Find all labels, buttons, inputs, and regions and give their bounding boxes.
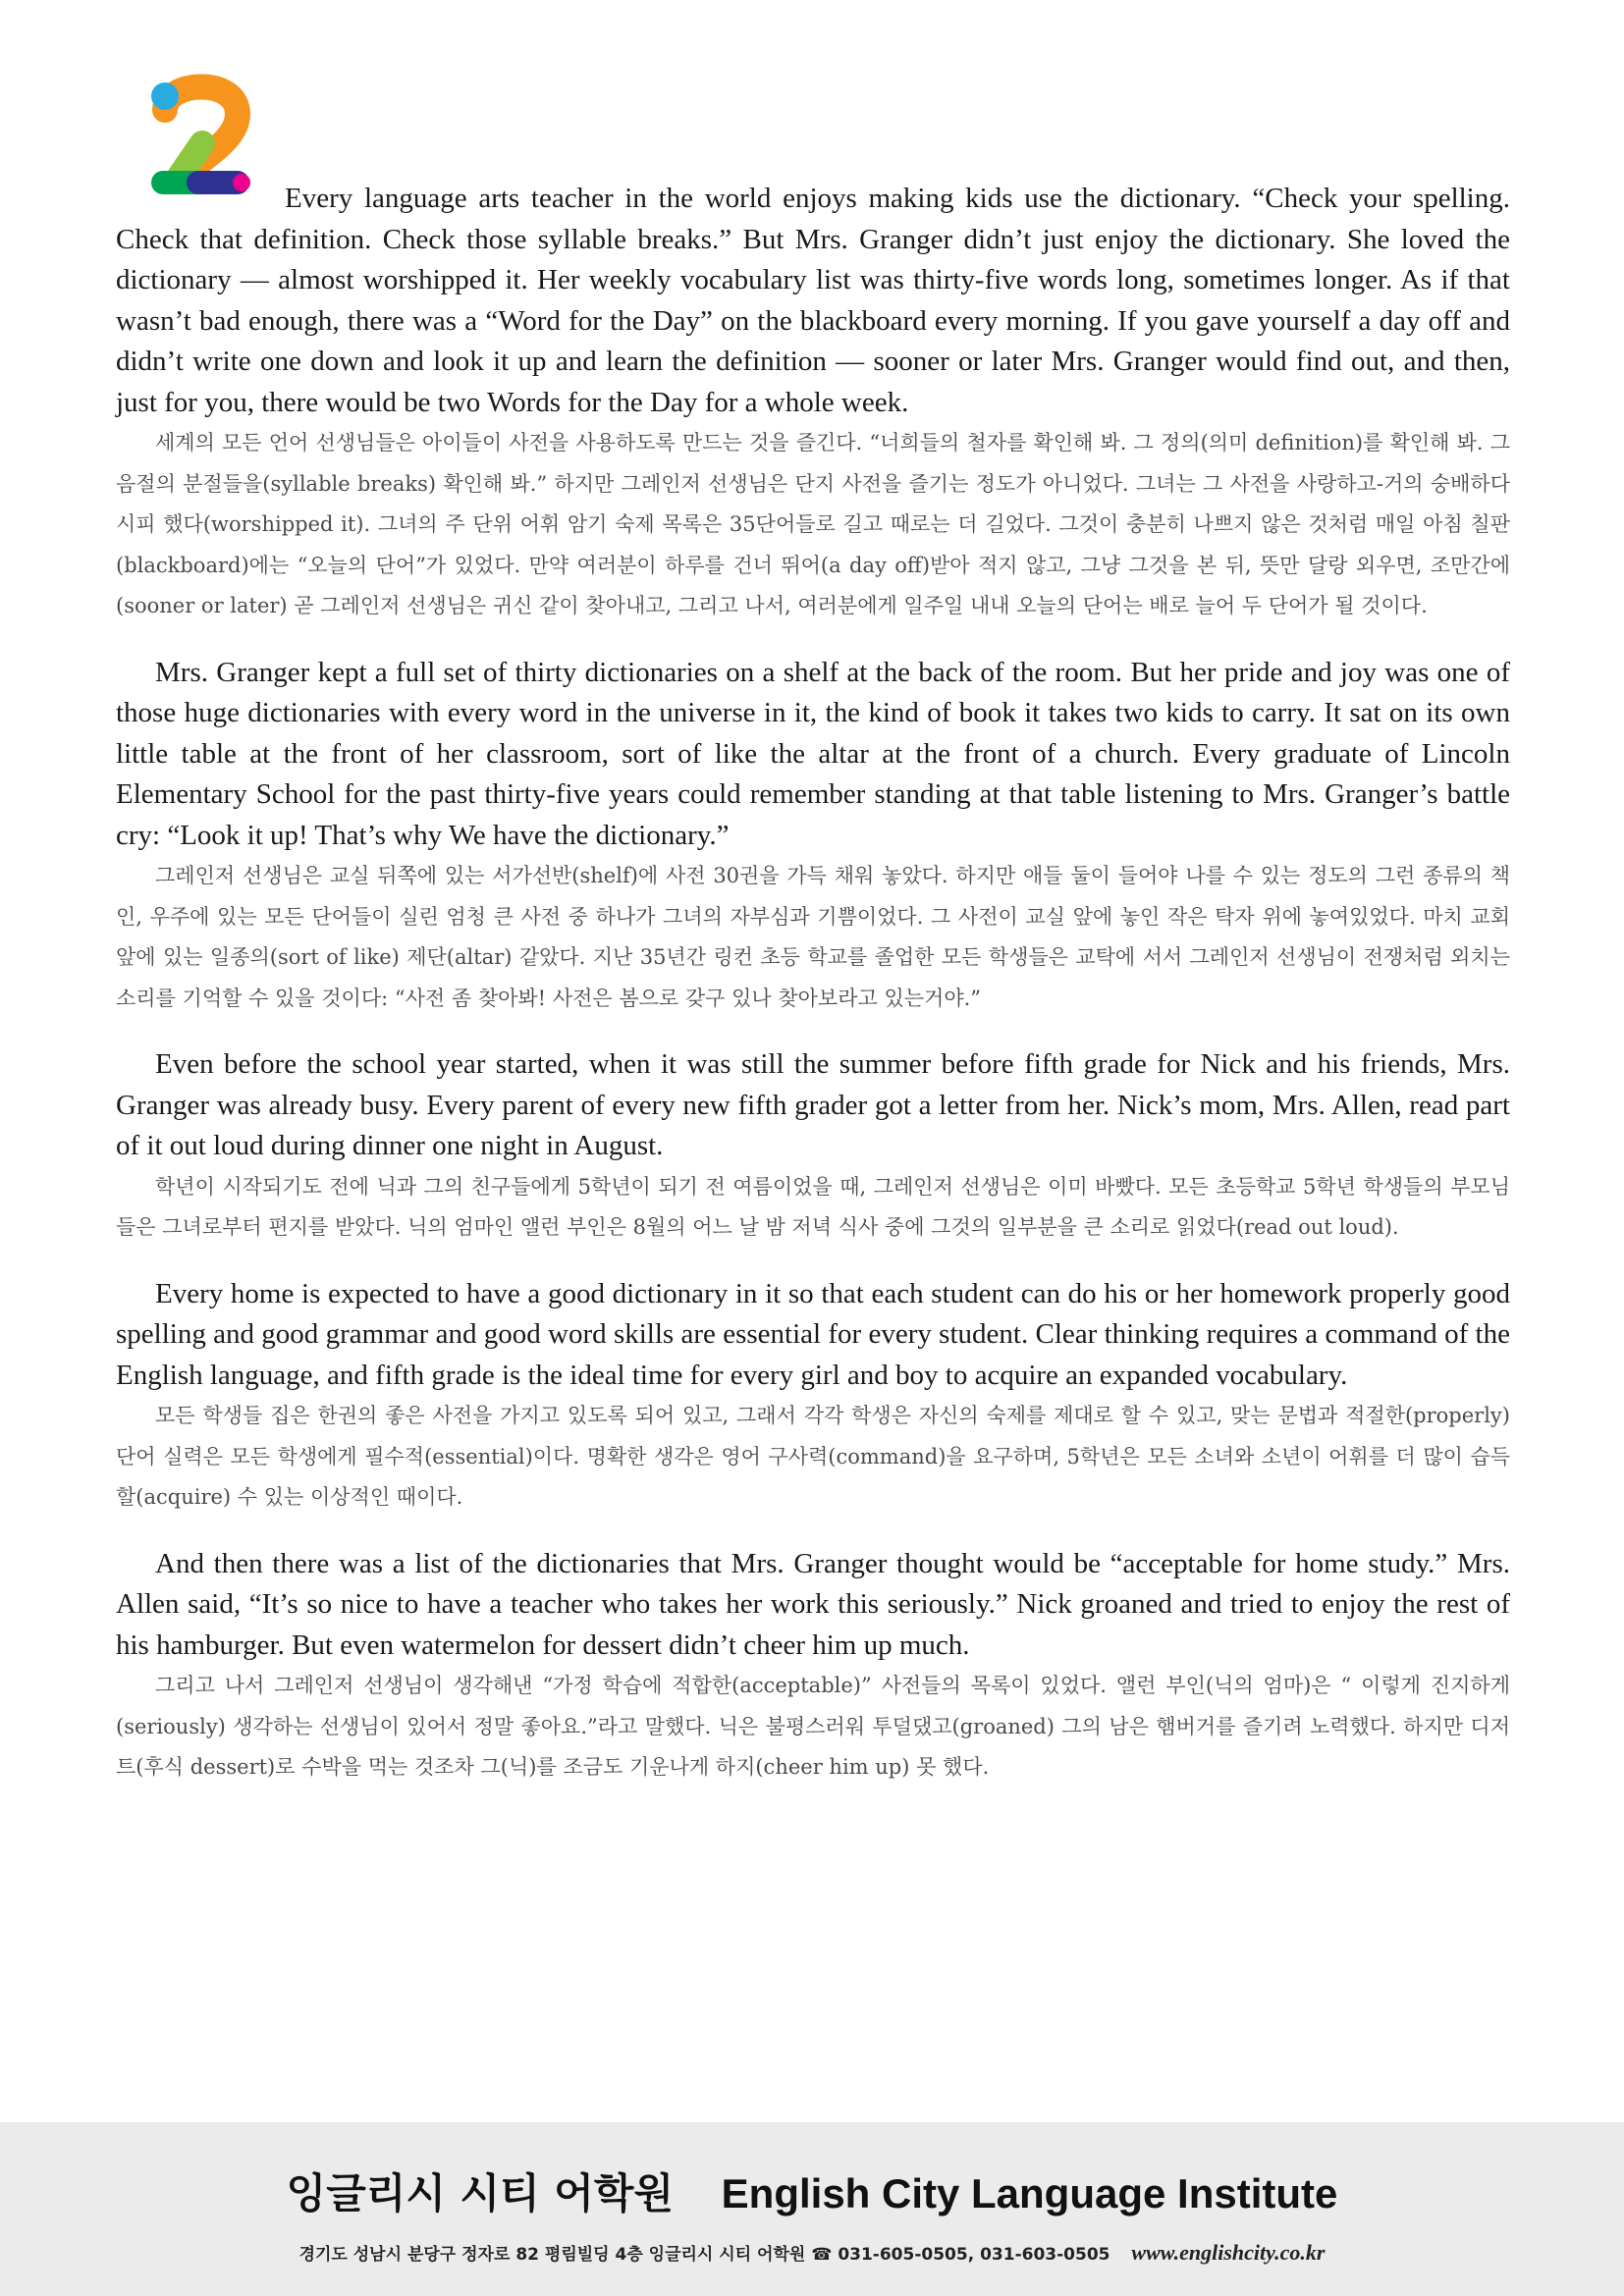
institute-address-line bbox=[0, 2240, 1624, 2266]
korean-translation: 그리고 나서 그레인저 선생님이 생각해낸 “가정 학습에 적합한(acceptable)” 사전들의 목록이 있었다. 앨런 부인(닉의 엄마)은 “ 이렇게 진지하게(seriously) 생각하는 선생님이 있어서 정말 좋아요.”라고 말했다. 닉은 불평스러워 투덜댔고(groaned) 그의 남은 햄버거를 즐기려 노력했다. 하지만 디저트(후식 dessert)로 수박을 먹는 것조차 그(닉)를 조금도 기운나게 하지(cheer him up) 못 했다. bbox=[116, 1674, 1510, 1779]
english-paragraph: Every home is expected to have a good dictionary in it so that each student can do his or her homework properly good spelling and good grammar and good word skills are essential for every student. Clear thinking requires a command of the English language, and fifth grade is the ideal time for every girl and boy to acquire an expanded vocabulary. bbox=[116, 1277, 1510, 1391]
paragraph-block-2 bbox=[116, 653, 1510, 1020]
institute-website-link[interactable]: www.englishcity.co.kr bbox=[1131, 2240, 1326, 2265]
institute-address: 경기도 성남시 분당구 정자로 82 평림빌딩 4층 잉글리시 시티 어학원 ☎ 031-605-0505, 031-603-0505 bbox=[298, 2245, 1110, 2265]
paragraph-block-4 bbox=[116, 1274, 1510, 1519]
english-paragraph: Every language arts teacher in the world enjoys making kids use the dictionary. “Check your spelling. Check that definition. Check those syllable breaks.” But Mrs. Granger didn’t just enjoy the dictionary. She loved the dictionary — almost worshipped it. Her weekly vocabulary list was thirty-five words long, sometimes longer. As if that wasn’t bad enough, there was a “Word for the Day” on the blackboard every morning. If you gave yourself a day off and didn’t write one down and look it up and learn the definition — sooner or later Mrs. Granger would find out, and then, just for you, there would be two Words for the Day for a whole week. bbox=[116, 183, 1510, 418]
paragraph-block-3 bbox=[116, 1044, 1510, 1249]
institute-name-english: English City Language Institute bbox=[721, 2170, 1338, 2216]
korean-translation: 모든 학생들 집은 한권의 좋은 사전을 가지고 있도록 되어 있고, 그래서 각각 학생은 자신의 숙제를 제대로 할 수 있고, 맞는 문법과 적절한(properly) 단어 실력은 모든 학생에게 필수적(essential)이다. 명확한 생각은 영어 구사력(command)을 요구하며, 5학년은 모든 소녀와 소년이 어휘를 더 많이 습득할(acquire) 수 있는 이상적인 때이다. bbox=[116, 1404, 1510, 1509]
english-paragraph: Even before the school year started, when it was still the summer before fifth grade for Nick and his friends, Mrs. Granger was already busy. Every parent of every new fifth grader got a letter from her. Nick’s mom, Mrs. Allen, read part of it out loud during dinner one night in August. bbox=[116, 1048, 1510, 1161]
story-page bbox=[116, 69, 1510, 1814]
korean-translation: 학년이 시작되기도 전에 닉과 그의 친구들에게 5학년이 되기 전 여름이었을 때, 그레인저 선생님은 이미 바빴다. 모든 초등학교 5학년 학생들의 부모님들은 그녀로부터 편지를 받았다. 닉의 엄마인 앨런 부인은 8월의 어느 날 밤 저녁 식사 중에 그것의 일부분을 큰 소리로 읽었다(read out loud). bbox=[116, 1174, 1510, 1239]
korean-translation: 그레인저 선생님은 교실 뒤쪽에 있는 서가선반(shelf)에 사전 30권을 가득 채워 놓았다. 하지만 애들 둘이 들어야 나를 수 있는 정도의 그런 종류의 책인, 우주에 있는 모든 단어들이 실린 엄청 큰 사전 중 하나가 그녀의 자부심과 기쁨이었다. 그 사전이 교실 앞에 놓인 작은 탁자 위에 놓여있었다. 마치 교회 앞에 있는 일종의(sort of like) 제단(altar) 같았다. 지난 35년간 링컨 초등 학교를 졸업한 모든 학생들은 교탁에 서서 그레인저 선생님이 전쟁처럼 외치는 소리를 기억할 수 있을 것이다: “사전 좀 찾아봐! 사전은 봄으로 갖구 있나 찾아보라고 있는거야.” bbox=[116, 864, 1510, 1010]
english-paragraph: And then there was a list of the dictionaries that Mrs. Granger thought would be “acceptable for home study.” Mrs. Allen said, “It’s so nice to have a teacher who takes her work this seriously.” Nick groaned and tried to enjoy the rest of his hamburger. But even watermelon for dessert didn’t cheer him up much. bbox=[116, 1547, 1510, 1661]
paragraph-block-1 bbox=[116, 179, 1510, 627]
institute-name bbox=[0, 2162, 1624, 2220]
korean-translation: 세계의 모든 언어 선생님들은 아이들이 사전을 사용하도록 만드는 것을 즐긴다. “너희들의 철자를 확인해 봐. 그 정의(의미 definition)를 확인해 봐. 그 음절의 분절들을(syllable breaks) 확인해 봐.” 하지만 그레인저 선생님은 단지 사전을 즐기는 정도가 아니었다. 그녀는 그 사전을 사랑하고-거의 숭배하다시피 했다(worshipped it). 그녀의 주 단위 어휘 암기 숙제 목록은 35단어들로 길고 때로는 더 길었다. 그것이 충분히 나쁘지 않은 것처럼 매일 아침 칠판(blackboard)에는 “오늘의 단어”가 있었다. 만약 여러분이 하루를 건너 뛰어(a day off)받아 적지 않고, 그냥 그것을 본 뒤, 뜻만 달랑 외우면, 조만간에(sooner or later) 곧 그레인저 선생님은 귀신 같이 찾아내고, 그리고 나서, 여러분에게 일주일 내내 오늘의 단어는 배로 늘어 두 단어가 될 것이다. bbox=[116, 431, 1510, 617]
institute-name-korean: 잉글리시 시티 어학원 bbox=[286, 2169, 675, 2217]
institute-footer bbox=[0, 2122, 1624, 2296]
paragraph-block-5 bbox=[116, 1544, 1510, 1789]
english-paragraph: Mrs. Granger kept a full set of thirty dictionaries on a shelf at the back of the room. But her pride and joy was one of those huge dictionaries with every word in the universe in it, the kind of book it takes two kids to carry. It sat on its own little table at the front of her classroom, sort of like the altar at the front of a church. Every graduate of Lincoln Elementary School for the past thirty-five years could remember standing at that table listening to Mrs. Granger’s battle cry: “Look it up! That’s why We have the dictionary.” bbox=[116, 656, 1510, 851]
